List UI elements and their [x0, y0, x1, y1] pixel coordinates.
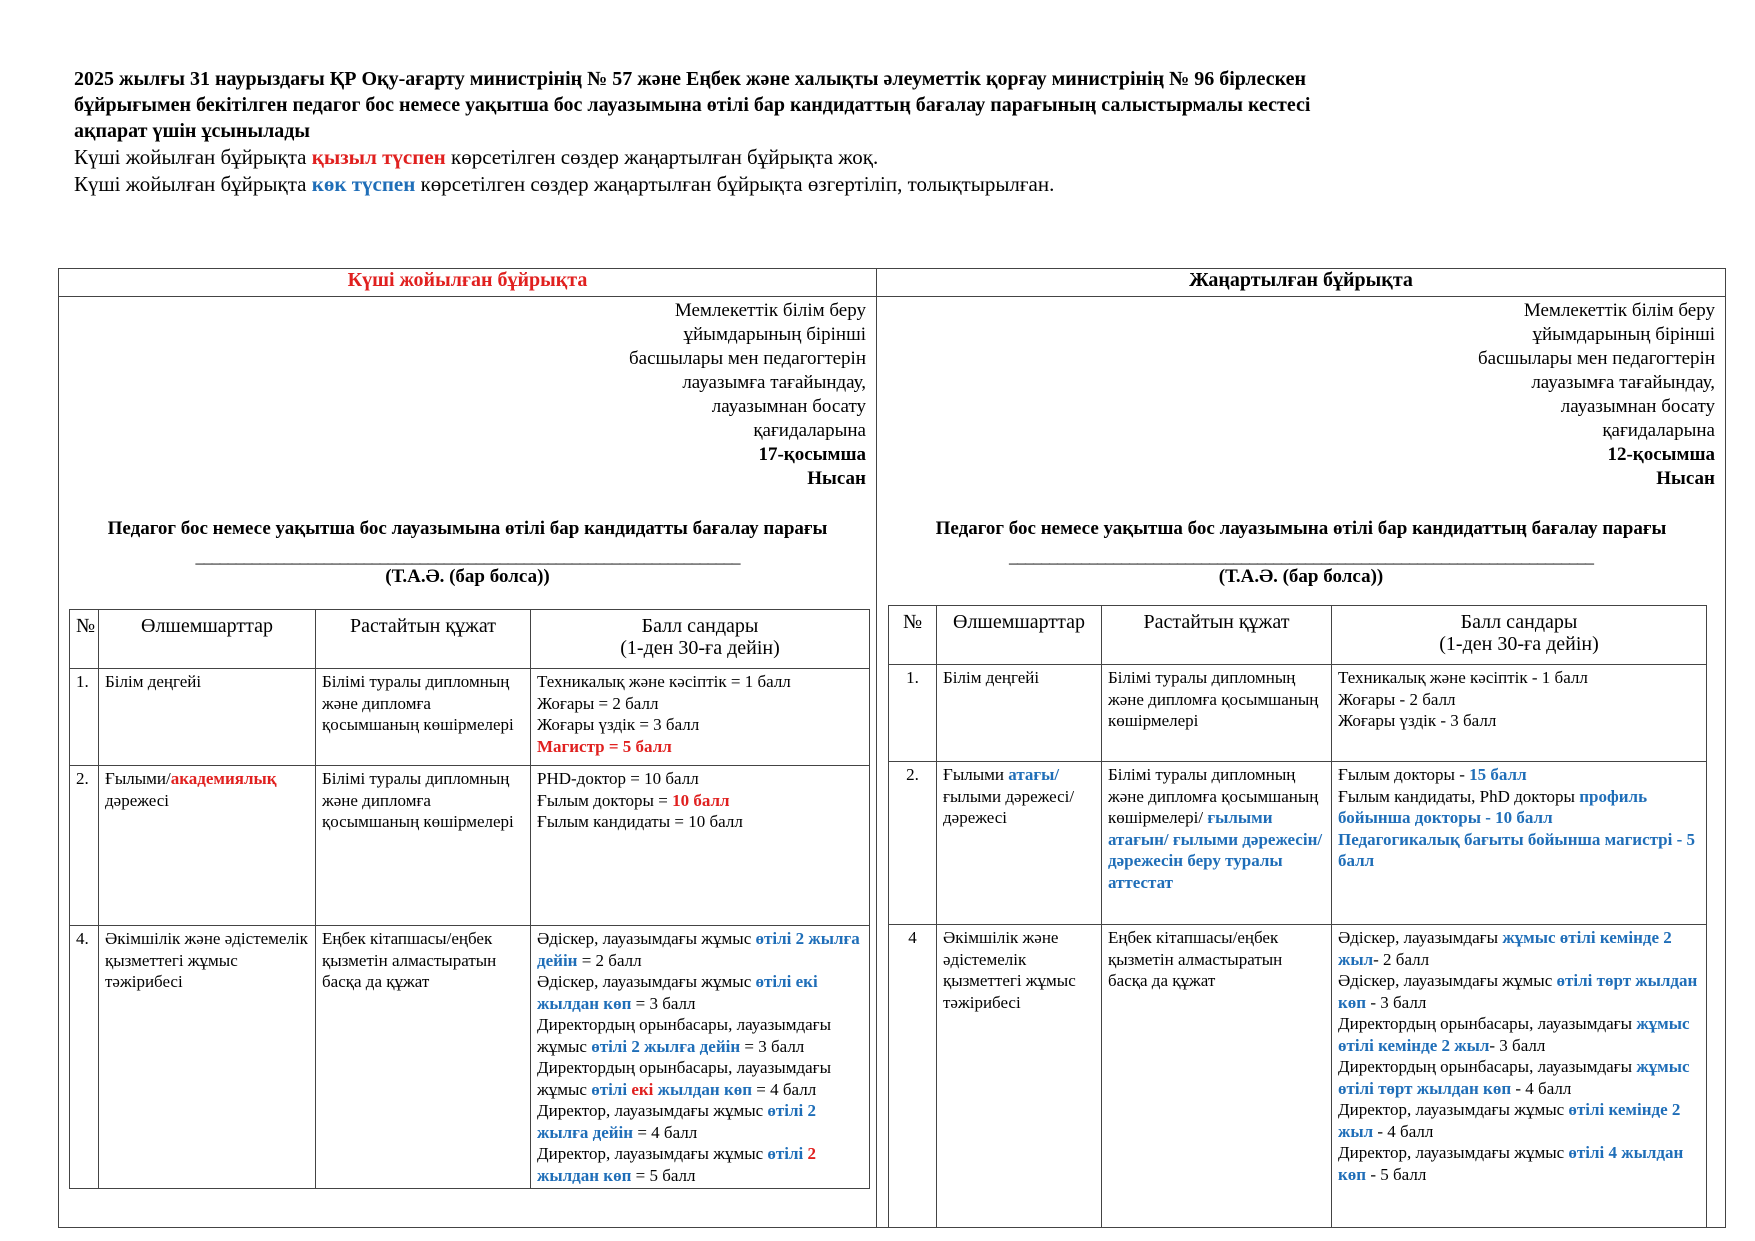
- points-text: - 2 балл: [1373, 949, 1430, 969]
- attach-line: басшылары мен педагогтерін: [629, 348, 866, 369]
- points-changed: жылдан көп: [537, 1165, 632, 1185]
- table-row: [889, 762, 1707, 925]
- document-changed: ғылыми атағын/ ғылыми дәрежесін/дәрежесін беру туралы аттестат: [1108, 808, 1323, 892]
- table-header-row: [70, 610, 870, 669]
- right-name-caption: (Т.А.Ә. (бар болса)): [1218, 566, 1384, 587]
- row-criteria: Әкімшілік және әдістемелік қызметтегі жұмыс тәжірибесі: [937, 925, 1102, 1228]
- points-text: Директор, лауазымдағы жұмыс: [1338, 1100, 1569, 1119]
- col-points: [1332, 606, 1707, 665]
- row-criteria: Білім деңгейі: [99, 669, 316, 766]
- points-changed: жылдан көп: [653, 1079, 753, 1099]
- points-changed: өтілі екі жылдан көп: [537, 972, 818, 1013]
- points-line: [1338, 1056, 1700, 1099]
- blue-note-prefix: Күші жойылған бұйрықта: [74, 172, 312, 196]
- blue-note-suffix: көрсетілген сөздер жаңартылған бұйрықта өзгертіліп, толықтырылған.: [415, 172, 1055, 196]
- points-text: Директор, лауазымдағы жұмыс: [537, 1101, 768, 1120]
- criteria-text: Ғылыми: [943, 765, 1009, 784]
- attach-line: лауазымға тағайындау,: [682, 372, 866, 393]
- points-text: = 4 балл: [633, 1122, 698, 1142]
- points-line: [537, 928, 863, 971]
- right-column: [877, 297, 1726, 1228]
- row-criteria: Әкімшілік және әдістемелік қызметтегі жұмыс тәжірибесі: [99, 926, 316, 1189]
- points-line: [537, 1057, 863, 1100]
- points-removed: екі: [631, 1079, 654, 1099]
- criteria-removed: академиялық: [170, 769, 277, 788]
- col-no: №: [70, 610, 99, 669]
- points-line: Жоғары - 2 балл: [1338, 689, 1456, 709]
- red-note-suffix: көрсетілген сөздер жаңартылған бұйрықта жоқ.: [445, 145, 879, 169]
- points-text: Ғылым кандидаты, PhD докторы: [1338, 786, 1580, 806]
- row-document: Еңбек кітапшасы/еңбек қызметін алмастыратын басқа да құжат: [1102, 925, 1332, 1228]
- row-no: 4.: [70, 926, 99, 1189]
- attach-number: 12-қосымша: [1607, 444, 1715, 465]
- col-document: Растайтын құжат: [1102, 606, 1332, 665]
- attach-form: Нысан: [807, 468, 866, 489]
- points-line: Жоғары үздік - 3 балл: [1338, 711, 1497, 730]
- row-criteria: [99, 766, 316, 926]
- row-points: [1332, 925, 1707, 1228]
- points-line: [537, 971, 863, 1014]
- points-line: [1338, 1013, 1700, 1056]
- points-line: Педагогикалық бағыты бойынша магистрі - 5 балл: [1338, 829, 1696, 870]
- col-no: №: [889, 606, 937, 665]
- left-attachment-block: [59, 297, 876, 491]
- attach-line: Мемлекеттік білім беру: [1523, 300, 1715, 321]
- row-points: [1332, 762, 1707, 925]
- row-document: Еңбек кітапшасы/еңбек қызметін алмастыратын басқа да құжат: [316, 926, 531, 1189]
- table-row: [70, 766, 870, 926]
- points-line: [1338, 1142, 1700, 1185]
- points-text: Директор, лауазымдағы жұмыс: [537, 1144, 768, 1163]
- col-criteria: Өлшемшарттар: [937, 606, 1102, 665]
- points-line: [1338, 970, 1700, 1013]
- points-changed: өтілі 4 жылдан көп: [1338, 1143, 1684, 1184]
- attach-line: лауазымға тағайындау,: [1531, 372, 1715, 393]
- col-points: [531, 610, 870, 669]
- row-criteria: Білім деңгейі: [937, 665, 1102, 762]
- criteria-text: Ғылыми/: [105, 769, 171, 788]
- criteria-text: дәрежесі: [105, 790, 169, 810]
- points-line: [1338, 927, 1700, 970]
- comparison-table: [58, 268, 1726, 1228]
- attach-line: Мемлекеттік білім беру: [674, 300, 866, 321]
- points-changed: профиль бойынша докторы - 10 балл: [1338, 786, 1648, 827]
- col-criteria: Өлшемшарттар: [99, 610, 316, 669]
- points-removed: 10 балл: [672, 790, 730, 810]
- row-no: 1.: [70, 669, 99, 766]
- points-text: = 5 балл: [631, 1165, 696, 1185]
- intro-title-line1: 2025 жылғы 31 наурыздағы ҚР Оқу-ағарту министрінің № 57 және Еңбек және халықты әлеуметтік қорғау министрінің № 96 бірлескен: [74, 68, 1307, 90]
- points-line: [537, 1143, 863, 1186]
- points-removed: 2: [807, 1144, 817, 1163]
- points-line: Ғылым кандидаты = 10 балл: [537, 812, 743, 831]
- points-text: Директордың орынбасары, лауазымдағы жұмыс: [537, 1058, 832, 1099]
- left-column: [59, 297, 877, 1228]
- row-points: [531, 669, 870, 766]
- points-text: - 4 балл: [1511, 1078, 1572, 1098]
- blue-note-colored: көк түспен: [311, 172, 416, 196]
- attach-line: лауазымнан босату: [1560, 396, 1715, 417]
- right-attachment-block: [877, 297, 1725, 491]
- points-text: = 4 балл: [752, 1079, 817, 1099]
- points-line: [1338, 1099, 1700, 1142]
- table-row: [70, 669, 870, 766]
- right-name-underline: _________________________________________________________________________: [1009, 546, 1593, 566]
- points-text: Әдіскер, лауазымдағы: [1338, 928, 1503, 947]
- red-note-prefix: Күші жойылған бұйрықта: [74, 145, 312, 169]
- points-text: Директор, лауазымдағы жұмыс: [1338, 1143, 1569, 1162]
- row-document: [1102, 762, 1332, 925]
- points-text: Әдіскер, лауазымдағы жұмыс: [1338, 971, 1557, 990]
- blue-note: [74, 171, 1714, 198]
- points-changed: өтілі 2 жылға дейін: [537, 1101, 817, 1142]
- attach-line: ұйымдарының бірінші: [683, 324, 866, 345]
- row-document: Білімі туралы дипломның және дипломға қосымшаның көшірмелері: [1102, 665, 1332, 762]
- points-line: Магистр = 5 балл: [537, 736, 672, 756]
- points-changed: жұмыс өтілі кемінде 2 жыл: [1338, 928, 1672, 969]
- points-text: = 2 балл: [577, 950, 642, 970]
- red-note-colored: қызыл түспен: [311, 145, 446, 169]
- points-changed: өтілі 2 жылға дейін: [537, 929, 860, 970]
- attach-line: ұйымдарының бірінші: [1532, 324, 1715, 345]
- points-changed: жұмыс өтілі төрт жылдан көп: [1338, 1057, 1690, 1098]
- table-row: [889, 665, 1707, 762]
- attach-line: қағидаларына: [753, 420, 866, 441]
- points-text: Ғылым докторы -: [1338, 765, 1470, 784]
- points-text: Директордың орынбасары, лауазымдағы: [1338, 1057, 1637, 1076]
- points-text: = 3 балл: [740, 1036, 805, 1056]
- intro-title-line3: ақпарат үшін ұсынылады: [74, 120, 311, 142]
- attach-line: басшылары мен педагогтерін: [1478, 348, 1715, 369]
- attach-form: Нысан: [1656, 468, 1715, 489]
- col-points-label: Балл сандары: [641, 615, 759, 637]
- points-changed: 15 балл: [1469, 765, 1527, 784]
- row-no: 1.: [889, 665, 937, 762]
- intro-title-line2: бұйрығымен бекітілген педагог бос немесе уақытша бос лауазымына өтілі бар кандидаттың бағалау парағының салыстырмалы кестесі: [74, 94, 1311, 116]
- points-text: - 5 балл: [1366, 1164, 1427, 1184]
- attach-line: лауазымнан босату: [711, 396, 866, 417]
- points-changed: өтілі төрт жылдан көп: [1338, 971, 1698, 1012]
- points-line: [537, 1100, 863, 1143]
- points-changed: жұмыс өтілі кемінде 2 жыл: [1338, 1014, 1690, 1055]
- points-changed: өтілі: [767, 1144, 808, 1163]
- left-evaluation-table: [69, 609, 870, 1189]
- row-points: [1332, 665, 1707, 762]
- row-no: 2.: [70, 766, 99, 926]
- left-name-caption: (Т.А.Ә. (бар болса)): [385, 566, 550, 587]
- points-text: - 4 балл: [1373, 1121, 1434, 1141]
- row-no: 2.: [889, 762, 937, 925]
- points-line: PHD-доктор = 10 балл: [537, 769, 699, 788]
- points-line: Жоғары = 2 балл: [537, 693, 659, 713]
- table-header-row: [889, 606, 1707, 665]
- row-points: [531, 766, 870, 926]
- criteria-text: ғылыми дәрежесі/ дәрежесі: [943, 786, 1075, 827]
- table-row: [70, 926, 870, 1189]
- points-text: - 3 балл: [1366, 992, 1427, 1012]
- points-line: Техникалық және кәсіптік - 1 балл: [1338, 668, 1588, 687]
- points-text: = 3 балл: [631, 993, 696, 1013]
- points-changed: өтілі 2 жылға дейін: [591, 1036, 741, 1056]
- col-document: Растайтын құжат: [316, 610, 531, 669]
- points-text: - 3 балл: [1489, 1035, 1546, 1055]
- right-evaluation-table: [888, 605, 1707, 1227]
- points-line: Жоғары үздік = 3 балл: [537, 715, 700, 734]
- criteria-changed: атағы/: [1008, 765, 1060, 784]
- points-text: Директордың орынбасары, лауазымдағы: [1338, 1014, 1637, 1033]
- row-document: Білімі туралы дипломның және дипломға қосымшаның көшірмелері: [316, 766, 531, 926]
- left-form-title: Педагог бос немесе уақытша бос лауазымына өтілі бар кандидатты бағалау парағы: [107, 518, 828, 539]
- points-text: Әдіскер, лауазымдағы жұмыс: [537, 972, 756, 991]
- col-points-range: (1-ден 30-ға дейін): [1439, 632, 1599, 655]
- left-column-header: Күші жойылған бұйрықта: [59, 269, 877, 297]
- points-line: [1338, 764, 1700, 786]
- points-line: [1338, 786, 1700, 829]
- intro: [74, 66, 1714, 198]
- points-text: Директордың орынбасары, лауазымдағы жұмыс: [537, 1015, 832, 1056]
- right-form-title: Педагог бос немесе уақытша бос лауазымына өтілі бар кандидаттың бағалау парағы: [935, 518, 1667, 539]
- points-line: [537, 790, 863, 812]
- table-row: [889, 925, 1707, 1228]
- document-text: Білімі туралы дипломның және дипломға қосымшаның көшірмелері/: [1108, 765, 1319, 827]
- attach-line: қағидаларына: [1602, 420, 1715, 441]
- row-document: Білімі туралы дипломның және дипломға қосымшаның көшірмелері: [316, 669, 531, 766]
- col-points-label: Балл сандары: [1460, 611, 1578, 633]
- points-line: [537, 1014, 863, 1057]
- left-name-underline: ____________________________________________________________________: [195, 546, 740, 566]
- red-note: [74, 144, 1714, 171]
- points-text: Ғылым докторы =: [537, 790, 673, 810]
- points-line: Техникалық және кәсіптік = 1 балл: [537, 672, 791, 691]
- row-criteria: [937, 762, 1102, 925]
- points-text: Әдіскер, лауазымдағы жұмыс: [537, 929, 756, 948]
- row-points: [531, 926, 870, 1189]
- right-column-header: Жаңартылған бұйрықта: [877, 269, 1726, 297]
- points-changed: өтілі: [591, 1079, 632, 1099]
- points-changed: өтілі кемінде 2 жыл: [1338, 1100, 1681, 1141]
- row-no: 4: [889, 925, 937, 1228]
- attach-number: 17-қосымша: [758, 444, 866, 465]
- col-points-range: (1-ден 30-ға дейін): [620, 636, 780, 659]
